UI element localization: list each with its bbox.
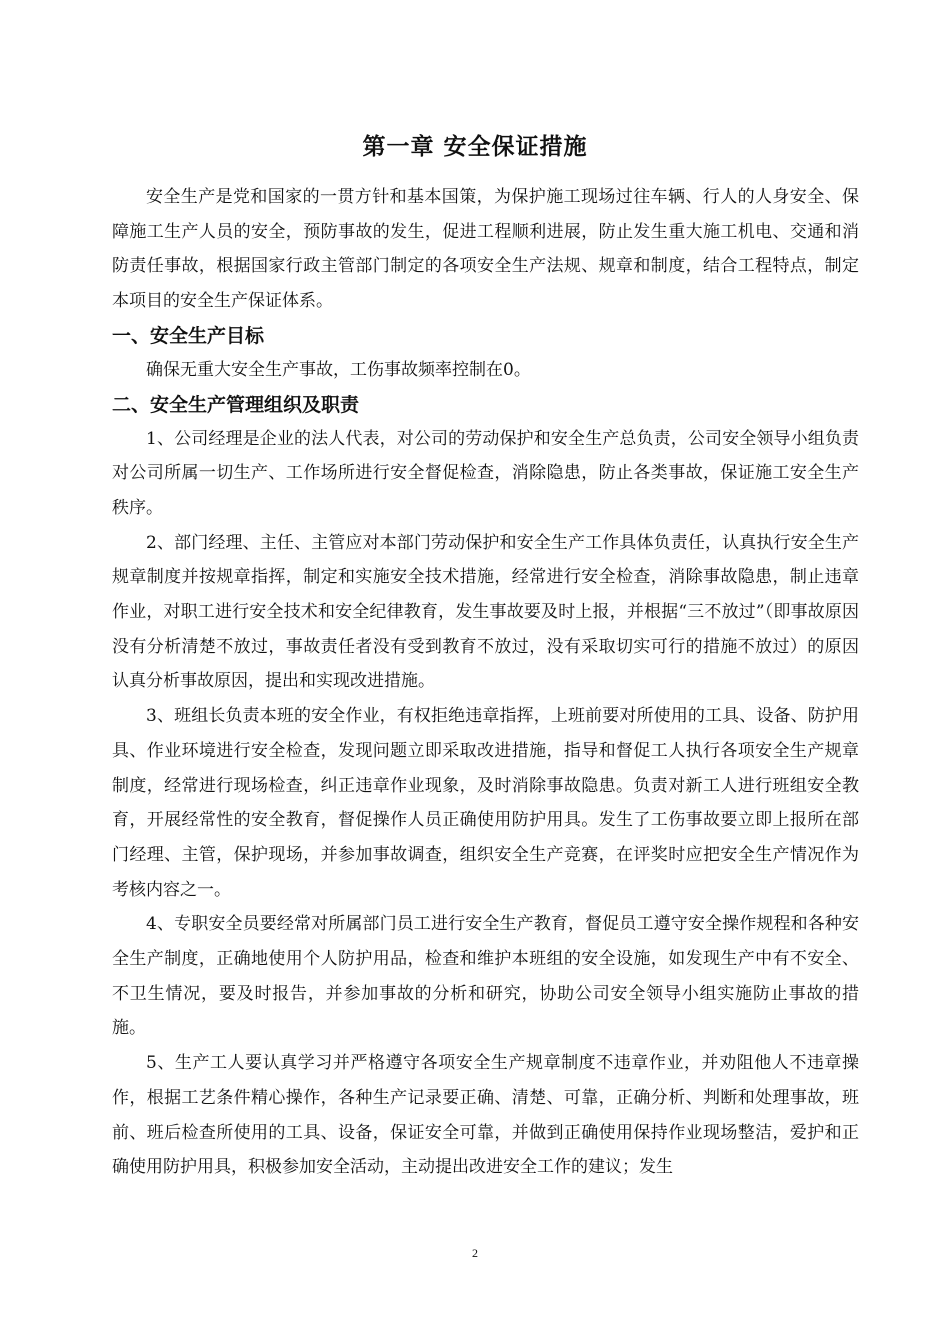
duty-paragraph-1: 1、公司经理是企业的法人代表，对公司的劳动保护和安全生产总负责，公司安全领导小组负责对公司所属一切生产、工作场所进行安全督促检查，消除隐患，防止各类事故，保证施工安全生产秩序。 <box>112 428 859 518</box>
page-number: 2 <box>472 1246 478 1260</box>
duty-paragraph-5: 5、生产工人要认真学习并严格遵守各项安全生产规章制度不违章作业，并劝阻他人不违章操作，根据工艺条件精心操作，各种生产记录要正确、清楚、可靠，正确分析、判断和处理事故，班前、班后检查所使用的工具、设备，保证安全可靠，并做到正确使用保持作业现场整洁，爱护和正确使用防护用具，积极参加安全活动，主动提出改进安全工作的建议；发生 <box>112 1053 859 1178</box>
document-body <box>112 180 859 1185</box>
duty-paragraph-2: 2、部门经理、主任、主管应对本部门劳动保护和安全生产工作具体负责任，认真执行安全生产规章制度并按规章指挥，制定和实施安全技术措施，经常进行安全检查，消除事故隐患，制止违章作业，对职工进行安全技术和安全纪律教育，发生事故要及时上报，并根据“三不放过”（即事故原因没有分析清楚不放过，事故责任者没有受到教育不放过，没有采取切实可行的措施不放过）的原因认真分析事故原因，提出和实现改进措施。 <box>112 532 859 692</box>
duty-paragraph-4: 4、专职安全员要经常对所属部门员工进行安全生产教育，督促员工遵守安全操作规程和各种安全生产制度，正确地使用个人防护用品，检查和维护本班组的安全设施，如发现生产中有不安全、不卫生情况，要及时报告，并参加事故的分析和研究，协助公司安全领导小组实施防止事故的措施。 <box>112 914 859 1039</box>
chapter-title: 第一章 安全保证措施 <box>362 134 588 160</box>
goals-paragraph: 确保无重大安全生产事故，工伤事故频率控制在0。 <box>146 359 531 380</box>
duty-paragraph-3: 3、班组长负责本班的安全作业，有权拒绝违章指挥，上班前要对所使用的工具、设备、防护用具、作业环境进行安全检查，发现问题立即采取改进措施，指导和督促工人执行各项安全生产规章制度，经常进行现场检查，纠正违章作业现象，及时消除事故隐患。负责对新工人进行班组安全教育，开展经常性的安全教育，督促操作人员正确使用防护用具。发生了工伤事故要立即上报所在部门经理、主管，保护现场，并参加事故调查，组织安全生产竞赛，在评奖时应把安全生产情况作为考核内容之一。 <box>112 706 859 900</box>
section-heading-goals: 一、安全生产目标 <box>112 324 265 347</box>
intro-paragraph: 安全生产是党和国家的一贯方针和基本国策，为保护施工现场过往车辆、行人的人身安全、保障施工生产人员的安全，预防事故的发生，促进工程顺利进展，防止发生重大施工机电、交通和消防责任事故，根据国家行政主管部门制定的各项安全生产法规、规章和制度，结合工程特点，制定本项目的安全生产保证体系。 <box>112 187 859 312</box>
section-heading-organization: 二、安全生产管理组织及职责 <box>112 393 360 416</box>
